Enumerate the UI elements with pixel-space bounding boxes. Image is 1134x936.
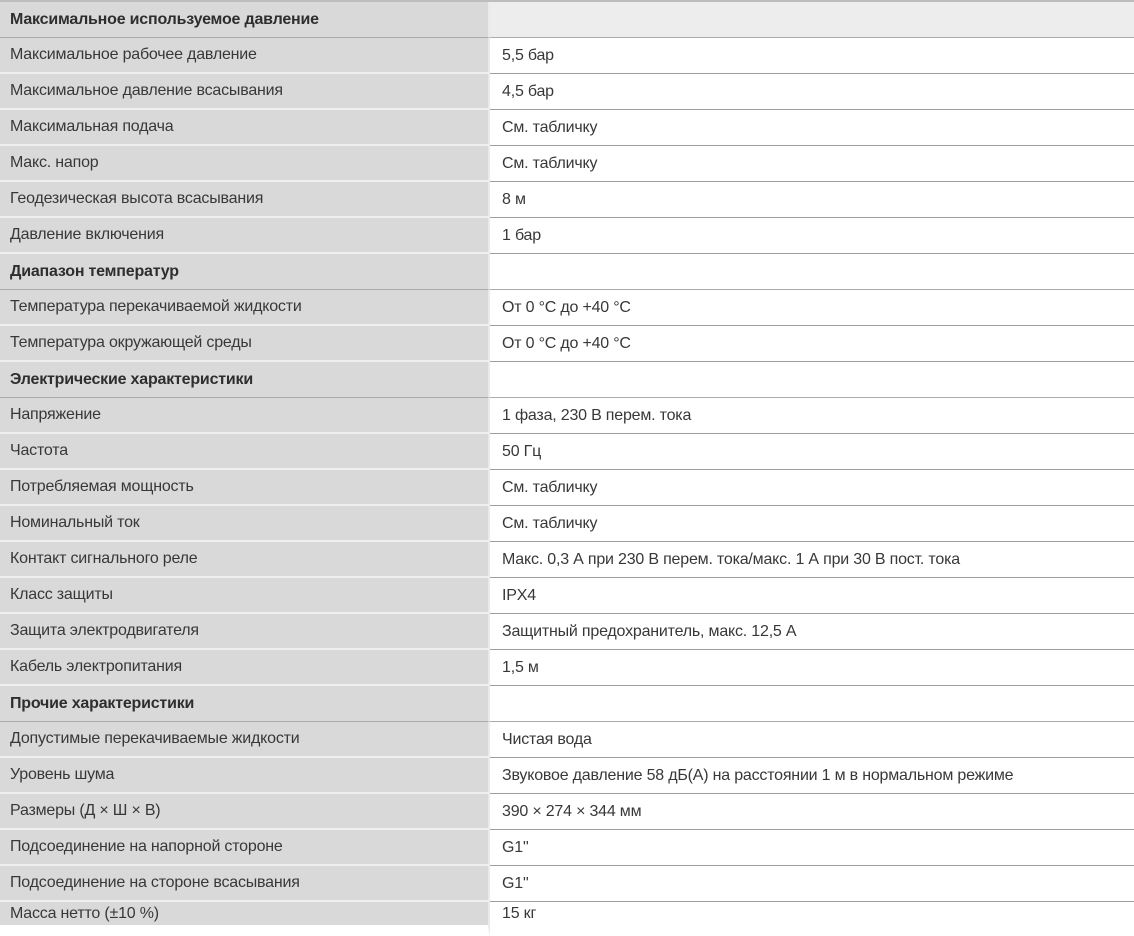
spec-value: Защитный предохранитель, макс. 12,5 А xyxy=(502,622,797,640)
spec-value: 390 × 274 × 344 мм xyxy=(502,802,642,820)
spec-value: 1,5 м xyxy=(502,658,539,676)
spec-value: См. табличку xyxy=(502,478,598,496)
spec-value-cell xyxy=(490,794,1134,830)
spec-label: Макс. напор xyxy=(10,154,99,171)
spec-value-cell xyxy=(490,74,1134,110)
spec-label: Уровень шума xyxy=(10,766,115,783)
spec-row xyxy=(0,326,1134,362)
spec-value-cell xyxy=(490,758,1134,794)
spec-value-cell xyxy=(490,110,1134,146)
spec-row xyxy=(0,542,1134,578)
spec-label-cell xyxy=(0,830,490,866)
spec-row xyxy=(0,218,1134,254)
spec-label: Размеры (Д × Ш × В) xyxy=(10,802,161,819)
spec-label-cell xyxy=(0,218,490,254)
spec-row xyxy=(0,470,1134,506)
spec-label-cell xyxy=(0,650,490,686)
spec-label-cell xyxy=(0,578,490,614)
spec-value-cell xyxy=(490,146,1134,182)
spec-label: Давление включения xyxy=(10,226,164,243)
section-header-cell xyxy=(0,2,490,38)
spec-label-cell xyxy=(0,290,490,326)
spec-row xyxy=(0,866,1134,902)
spec-value-cell xyxy=(490,434,1134,470)
spec-row xyxy=(0,650,1134,686)
section-header-empty-cell xyxy=(490,686,1134,722)
spec-value-cell xyxy=(490,506,1134,542)
spec-value-cell xyxy=(490,218,1134,254)
section-header-empty-cell xyxy=(490,362,1134,398)
spec-value: G1" xyxy=(502,874,529,892)
spec-row xyxy=(0,146,1134,182)
spec-value: 1 фаза, 230 В перем. тока xyxy=(502,406,692,424)
spec-label: Потребляемая мощность xyxy=(10,478,194,495)
spec-value: 15 кг xyxy=(502,904,537,922)
spec-value-cell xyxy=(490,830,1134,866)
spec-value: 8 м xyxy=(502,190,526,208)
spec-label: Максимальное рабочее давление xyxy=(10,46,257,63)
spec-label-cell xyxy=(0,902,490,936)
spec-value: IPX4 xyxy=(502,586,536,604)
section-header: Прочие характеристики xyxy=(10,694,195,712)
section-header: Электрические характеристики xyxy=(10,370,253,388)
spec-value: См. табличку xyxy=(502,514,598,532)
spec-label: Максимальное давление всасывания xyxy=(10,82,283,99)
spec-label-cell xyxy=(0,506,490,542)
spec-row xyxy=(0,434,1134,470)
spec-label: Частота xyxy=(10,442,68,459)
spec-value-cell xyxy=(490,326,1134,362)
spec-label: Геодезическая высота всасывания xyxy=(10,190,264,207)
spec-label-cell xyxy=(0,542,490,578)
spec-value: 1 бар xyxy=(502,226,541,244)
spec-label: Подсоединение на напорной стороне xyxy=(10,838,283,855)
spec-label-cell xyxy=(0,326,490,362)
spec-value-cell xyxy=(490,290,1134,326)
spec-value-cell xyxy=(490,578,1134,614)
spec-label: Масса нетто (±10 %) xyxy=(10,904,159,922)
section-header-row xyxy=(0,254,1134,290)
spec-row xyxy=(0,794,1134,830)
spec-value: См. табличку xyxy=(502,118,598,136)
spec-label: Класс защиты xyxy=(10,586,113,603)
section-header: Максимальное используемое давление xyxy=(10,10,319,28)
spec-label-cell xyxy=(0,38,490,74)
spec-row xyxy=(0,902,1134,936)
spec-value-cell xyxy=(490,722,1134,758)
spec-value: 5,5 бар xyxy=(502,46,554,64)
spec-value-cell xyxy=(490,38,1134,74)
spec-value-cell xyxy=(490,470,1134,506)
spec-label: Контакт сигнального реле xyxy=(10,550,198,567)
section-header-empty-cell xyxy=(490,254,1134,290)
section-header-row xyxy=(0,362,1134,398)
spec-row xyxy=(0,110,1134,146)
section-header-cell xyxy=(0,254,490,290)
spec-label-cell xyxy=(0,110,490,146)
spec-row xyxy=(0,578,1134,614)
spec-label-cell xyxy=(0,794,490,830)
spec-row xyxy=(0,830,1134,866)
spec-label: Защита электродвигателя xyxy=(10,622,199,639)
spec-label-cell xyxy=(0,398,490,434)
spec-label: Кабель электропитания xyxy=(10,658,182,675)
spec-row xyxy=(0,398,1134,434)
spec-value-cell xyxy=(490,902,1134,936)
spec-value-cell xyxy=(490,182,1134,218)
spec-value: Макс. 0,3 А при 230 В перем. тока/макс. 1 А при 30 В пост. тока xyxy=(502,550,960,568)
section-header-cell xyxy=(0,686,490,722)
spec-value-cell xyxy=(490,614,1134,650)
spec-value: G1" xyxy=(502,838,529,856)
section-header-cell xyxy=(0,362,490,398)
spec-row xyxy=(0,614,1134,650)
spec-label: Температура окружающей среды xyxy=(10,334,252,351)
spec-row xyxy=(0,506,1134,542)
spec-row xyxy=(0,758,1134,794)
spec-row xyxy=(0,290,1134,326)
spec-value: 4,5 бар xyxy=(502,82,554,100)
spec-label-cell xyxy=(0,758,490,794)
spec-row xyxy=(0,74,1134,110)
spec-row xyxy=(0,722,1134,758)
spec-label-cell xyxy=(0,722,490,758)
spec-label: Подсоединение на стороне всасывания xyxy=(10,874,300,891)
spec-value-cell xyxy=(490,866,1134,902)
spec-value: См. табличку xyxy=(502,154,598,172)
spec-label-cell xyxy=(0,434,490,470)
spec-label-cell xyxy=(0,146,490,182)
spec-value-cell xyxy=(490,542,1134,578)
spec-row xyxy=(0,182,1134,218)
spec-value: 50 Гц xyxy=(502,442,542,460)
spec-value-cell xyxy=(490,398,1134,434)
spec-label: Температура перекачиваемой жидкости xyxy=(10,298,302,315)
spec-label: Максимальная подача xyxy=(10,118,174,135)
section-header-empty-cell xyxy=(490,2,1134,38)
spec-label: Номинальный ток xyxy=(10,514,140,531)
spec-value: От 0 °C до +40 °C xyxy=(502,334,631,352)
spec-value-cell xyxy=(490,650,1134,686)
spec-label-cell xyxy=(0,470,490,506)
spec-label: Напряжение xyxy=(10,406,101,423)
spec-label-cell xyxy=(0,74,490,110)
spec-row xyxy=(0,38,1134,74)
spec-value: Чистая вода xyxy=(502,730,592,748)
spec-label-cell xyxy=(0,614,490,650)
spec-label-cell xyxy=(0,182,490,218)
section-header-row xyxy=(0,2,1134,38)
spec-label: Допустимые перекачиваемые жидкости xyxy=(10,730,300,747)
spec-label-cell xyxy=(0,866,490,902)
spec-value: От 0 °C до +40 °C xyxy=(502,298,631,316)
section-header-row xyxy=(0,686,1134,722)
spec-value: Звуковое давление 58 дБ(А) на расстоянии 1 м в нормальном режиме xyxy=(502,766,1014,784)
section-header: Диапазон температур xyxy=(10,262,179,280)
